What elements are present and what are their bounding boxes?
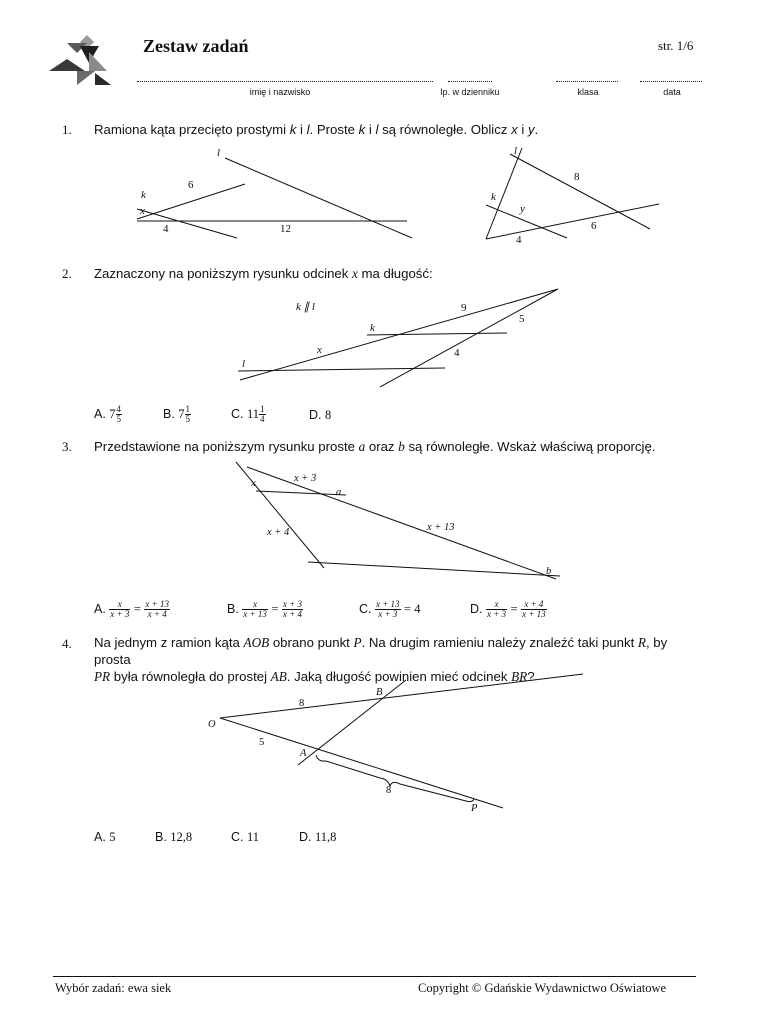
page-number: str. 1/6 (658, 38, 694, 53)
question-3-number: 3. (62, 439, 72, 454)
label-x: x (251, 478, 256, 489)
label-O: O (208, 719, 216, 730)
question-3-answer-b[interactable]: B. $\frac{x}{x + 13}$ = $\frac{x + 3}{x + 4}$ (227, 599, 302, 619)
footer-copyright: Copyright © Gdańskie Wydawnictwo Oświatowe (418, 981, 667, 995)
label-x-plus-3: x + 3 (294, 473, 317, 484)
worksheet-title: Zestaw zadań (143, 36, 249, 56)
name-field-label: imię i nazwisko (249, 87, 311, 97)
label-y: y (520, 203, 525, 215)
label-4: 4 (516, 234, 522, 246)
question-2-answer-b[interactable]: B. 7 $\frac{1}{5}$ (163, 404, 191, 424)
class-number-field-label: lp. w dzienniku (440, 87, 500, 97)
label-parallel: k ∥ l (296, 301, 315, 313)
label-x: x (140, 205, 145, 217)
question-1-text: Ramiona kąta przecięto prostymi k i l. Proste k i l są równoległe. Oblicz x i y. (94, 122, 539, 137)
label-x-plus-4: x + 4 (267, 527, 290, 538)
label-l: l (217, 147, 221, 159)
question-4-number: 4. (62, 636, 72, 651)
label-B: B (376, 687, 383, 698)
label-b: b (546, 566, 552, 577)
label-8-top: 8 (299, 698, 305, 709)
question-1-figure-right (0, 140, 768, 250)
label-12: 12 (280, 223, 291, 235)
question-2-answer-a[interactable]: A. 7 $\frac{4}{5}$ (94, 404, 122, 424)
question-2-answer-d[interactable]: D. 8 (309, 408, 332, 422)
question-1-number: 1. (62, 122, 72, 137)
question-3-figure (0, 455, 768, 590)
question-3-text: Przedstawione na poniższym rysunku proste a oraz b są równoległe. Wskaż właściwą proporcję. (94, 439, 656, 454)
label-k: k (141, 189, 146, 201)
question-4-answer-b[interactable]: B. 12,8 (155, 830, 193, 844)
question-4-answer-d[interactable]: D. 11,8 (299, 830, 337, 844)
label-4: 4 (163, 223, 169, 235)
question-2-number: 2. (62, 266, 72, 281)
question-4-answer-c[interactable]: C. 11 (231, 830, 260, 844)
question-3-answer-c[interactable]: C. $\frac{x + 13}{x + 3}$ = 4 (359, 599, 421, 619)
label-8: 8 (574, 171, 580, 183)
label-5: 5 (519, 313, 525, 325)
question-2-text: Zaznaczony na poniższym rysunku odcinek x ma długość: (94, 266, 433, 281)
label-k: k (370, 322, 375, 334)
question-4-figure (0, 665, 768, 820)
question-2-figure (0, 280, 768, 400)
question-3-answer-a[interactable]: A. $\frac{x}{x + 3}$ = $\frac{x + 13}{x + 4}$ (94, 599, 169, 619)
label-6: 6 (591, 220, 597, 232)
footer-divider (53, 976, 696, 977)
label-x-plus-13: x + 13 (427, 522, 455, 533)
label-x: x (317, 344, 322, 356)
question-3-answer-d[interactable]: D. $\frac{x}{x + 3}$ = $\frac{x + 4}{x + 13}$ (470, 599, 546, 619)
date-field-line (640, 75, 702, 82)
label-4: 4 (454, 347, 460, 359)
date-field-label: data (663, 87, 681, 97)
question-4-answer-a[interactable]: A. 5 (94, 830, 116, 844)
label-l: l (514, 145, 518, 157)
publisher-logo (47, 33, 115, 87)
label-P: P (471, 803, 478, 814)
label-a: a (336, 487, 342, 498)
label-k: k (491, 191, 496, 203)
class-field-label: klasa (577, 87, 599, 97)
class-number-field-line (448, 75, 492, 82)
question-4-text: Na jednym z ramion kąta AOB obrano punkt P. Na drugim ramieniu należy znaleźć taki punkt R, by prosta PR była równoległa do prostej AB. Jaką długość powinien mieć odcinek BR? (94, 635, 668, 684)
label-8-bottom: 8 (386, 785, 392, 796)
label-6: 6 (188, 179, 194, 191)
label-l: l (242, 358, 246, 370)
question-2-answer-c[interactable]: C. 11 $\frac{1}{4}$ (231, 404, 265, 424)
label-A: A (300, 748, 307, 759)
name-field-line (137, 75, 433, 82)
label-9: 9 (461, 302, 467, 314)
footer-author: Wybór zadań: ewa siek (55, 981, 172, 995)
label-5: 5 (259, 737, 265, 748)
class-field-line (556, 75, 618, 82)
